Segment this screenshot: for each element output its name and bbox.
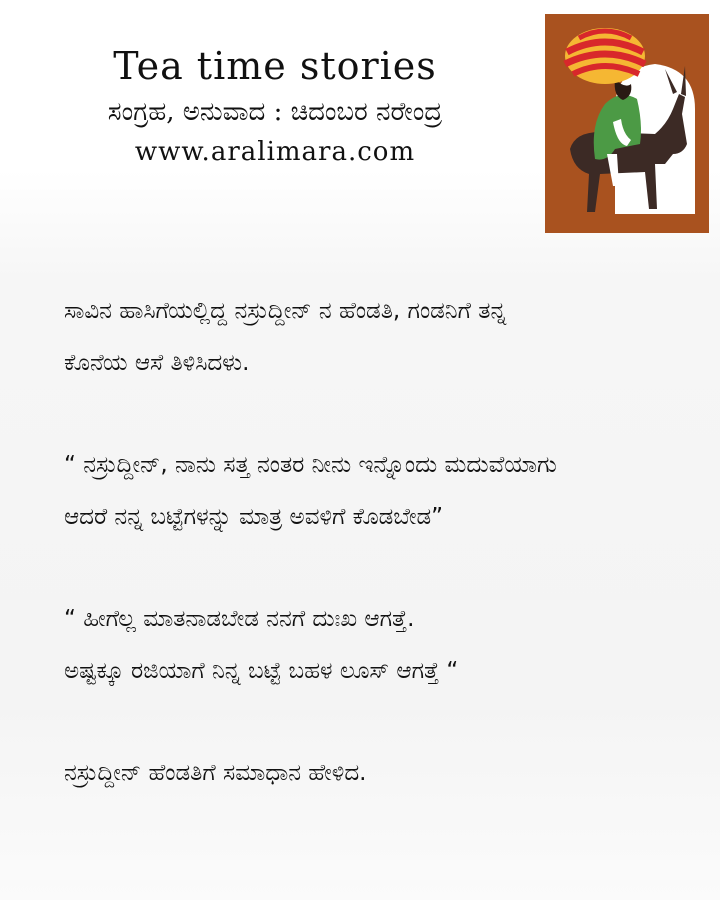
story-line: ಅಷ್ಟಕ್ಕೂ ರಜಿಯಾಗೆ ನಿನ್ನ ಬಟ್ಟೆ ಬಹಳ ಲೂಸ್ ಆಗತ್ತೆ “ [64,658,459,684]
story-paragraph [64,439,704,543]
story-line: ಆದರೆ ನನ್ನ ಬಟ್ಟೆಗಳನ್ನು ಮಾತ್ರ ಅವಳಿಗೆ ಕೊಡಬೇಡ” [64,504,444,530]
page-subtitle: ಸಂಗ್ರಹ, ಅನುವಾದ : ಚಿದಂಬರ ನರೇಂದ್ರ [107,97,443,127]
page-title: Tea time stories [113,44,437,88]
story-paragraph [64,747,704,799]
header [40,40,510,172]
website-url: www.aralimara.com [134,137,416,167]
story-line: “ ಹೀಗೆಲ್ಲ ಮಾತನಾಡಬೇಡ ನನಗೆ ದುಃಖ ಆಗತ್ತೆ. [64,606,415,632]
story-paragraph [64,285,704,389]
story-line: ಸಾವಿನ ಹಾಸಿಗೆಯಲ್ಲಿದ್ದ ನಸ್ರುದ್ದೀನ್ ನ ಹೆಂಡತಿ, ಗಂಡನಿಗೆ ತನ್ನ [64,298,507,324]
story-line: “ ನಸ್ರುದ್ದೀನ್, ನಾನು ಸತ್ತ ನಂತರ ನೀನು ಇನ್ನೊಂದು ಮದುವೆಯಾಗು [64,452,557,478]
story-line: ನಸ್ರುದ್ದೀನ್ ಹೆಂಡತಿಗೆ ಸಮಾಧಾನ ಹೇಳಿದ. [64,760,367,786]
story-line: ಕೊನೆಯ ಆಸೆ ತಿಳಿಸಿದಳು. [64,350,250,376]
turbaned-man-on-donkey-icon [545,14,709,233]
story-paragraph [64,593,704,697]
story-body [64,285,704,799]
illustration-panel [545,14,709,233]
